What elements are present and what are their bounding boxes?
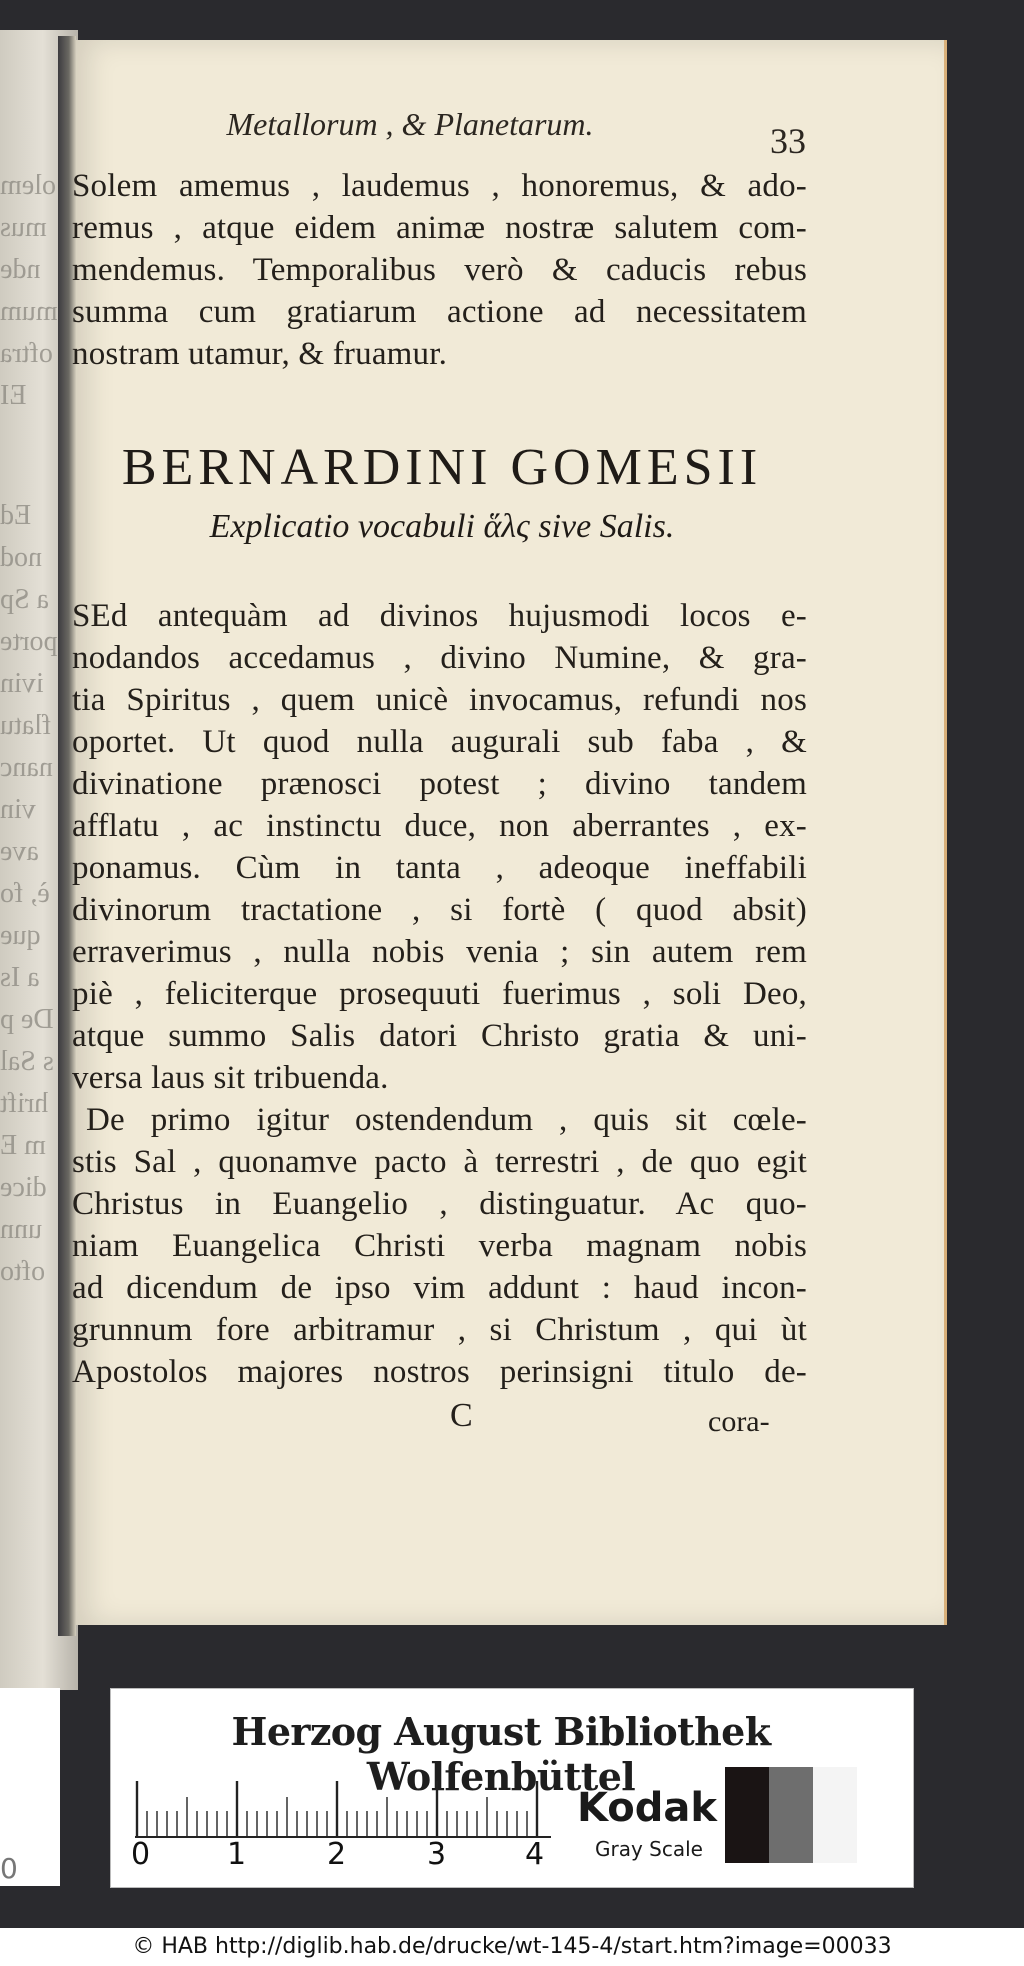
ghost-text-line: dice — [0, 1172, 47, 1203]
ghost-text-line: mus — [0, 212, 47, 243]
ghost-text-line: unn — [0, 1214, 42, 1245]
footer-credit: © HAB http://diglib.hab.de/drucke/wt-145-4/start.htm?image=00033 — [0, 1928, 1024, 1966]
ghost-text-line: EI — [0, 380, 27, 411]
text-line: divinatione prænosci potest ; divino tandem — [72, 766, 807, 802]
page-number: 33 — [770, 121, 806, 161]
text-line: tia Spiritus , quem unicè invocamus, refundi nos — [72, 682, 807, 718]
running-head: Metallorum , & Planetarum. — [226, 106, 594, 142]
text-line: summa cum gratiarum actione ad necessitatem — [72, 294, 807, 330]
text-line: mendemus. Temporalibus verò & caducis rebus — [72, 252, 807, 288]
adjacent-card-label: 0 — [0, 1852, 18, 1885]
gray-scale-label: Gray Scale — [595, 1837, 703, 1861]
text-line: versa laus sit tribuenda. — [72, 1060, 389, 1096]
ghost-text-line: flatu — [0, 710, 52, 741]
ghost-text-line: a Is — [0, 962, 40, 993]
ruler-scale — [133, 1781, 553, 1841]
ghost-text-line: Ed — [0, 500, 32, 531]
library-name: Herzog August Bibliothek Wolfenbüttel — [231, 1709, 771, 1799]
ghost-text-line: oftra — [0, 338, 53, 369]
ruler-label: 3 — [427, 1837, 447, 1872]
ghost-text-line: nanc — [0, 752, 53, 783]
ghost-text-line: mum — [0, 296, 58, 327]
text-line: piè , feliciterque prosequuti fuerimus , soli Deo, — [72, 976, 807, 1012]
ghost-text-line: que — [0, 920, 41, 951]
text-line: ponamus. Cùm in tanta , adeoque ineffabili — [72, 850, 807, 886]
ghost-text-line: De p — [0, 1004, 54, 1035]
text-line: SEd antequàm ad divinos hujusmodi locos e- — [72, 598, 807, 634]
text-line: stis Sal , quonamve pacto à terrestri , de quo egit — [72, 1144, 807, 1180]
section-heading: BERNARDINI GOMESII — [121, 439, 763, 496]
ghost-text-line: ave — [0, 836, 39, 867]
ghost-text-line: ivin — [0, 668, 44, 699]
text-line: De primo igitur ostendendum , quis sit cœle- — [86, 1102, 807, 1138]
kodak-logo: Kodak — [577, 1785, 717, 1831]
signature-mark: C — [450, 1397, 473, 1434]
ghost-text-line: ofto — [0, 1256, 46, 1287]
ghost-text-line: è, fo — [0, 878, 50, 909]
ghost-text-line: nde — [0, 254, 41, 285]
text-line: grunnum fore arbitramur , si Christum , qui ùt — [72, 1312, 807, 1348]
text-line: divinorum tractatione , si fortè ( quod absit) — [72, 892, 807, 928]
text-line: Christus in Euangelio , distinguatur. Ac quo- — [72, 1186, 807, 1222]
text-line: atque summo Salis datori Christo gratia & uni- — [72, 1018, 807, 1054]
ghost-text-line: porte — [0, 626, 58, 657]
gray-swatch-mid — [769, 1767, 813, 1863]
ruler-label: 1 — [227, 1837, 247, 1872]
text-line: oportet. Ut quod nulla augurali sub faba , & — [72, 724, 807, 760]
ruler-label: 4 — [525, 1837, 545, 1872]
gray-swatch-light — [813, 1767, 857, 1863]
catchword: cora- — [708, 1405, 770, 1438]
text-line: niam Euangelica Christi verba magnam nobis — [72, 1228, 807, 1264]
text-line: nostram utamur, & fruamur. — [72, 336, 448, 372]
ghost-text-line: olem — [0, 170, 56, 201]
color-calibration-card — [110, 1688, 914, 1888]
ghost-text-line: vin — [0, 794, 36, 825]
ghost-text-line: a Sp — [0, 584, 49, 615]
ruler-label: 2 — [327, 1837, 347, 1872]
text-line: Apostolos majores nostros perinsigni titulo de- — [72, 1354, 807, 1390]
ruler-label: 0 — [131, 1837, 151, 1872]
text-line: erraverimus , nulla nobis venia ; sin autem rem — [72, 934, 807, 970]
gray-swatch-dark — [725, 1767, 769, 1863]
ghost-text-line: s Sal — [0, 1046, 54, 1077]
text-line: remus , atque eidem animæ nostræ salutem com- — [72, 210, 807, 246]
text-line: afflatu , ac instinctu duce, non aberrantes , ex- — [72, 808, 807, 844]
ghost-text-line: hrift — [0, 1088, 49, 1119]
text-line: ad dicendum de ipso vim addunt : haud incon- — [72, 1270, 807, 1306]
text-line: Solem amemus , laudemus , honoremus, & ado- — [72, 168, 807, 204]
text-line: nodandos accedamus , divino Numine, & gra- — [72, 640, 807, 676]
ghost-text-line: m E — [0, 1130, 46, 1161]
section-subheading: Explicatio vocabuli ἅλς sive Salis. — [209, 508, 675, 545]
ghost-text-line: nod — [0, 542, 42, 573]
